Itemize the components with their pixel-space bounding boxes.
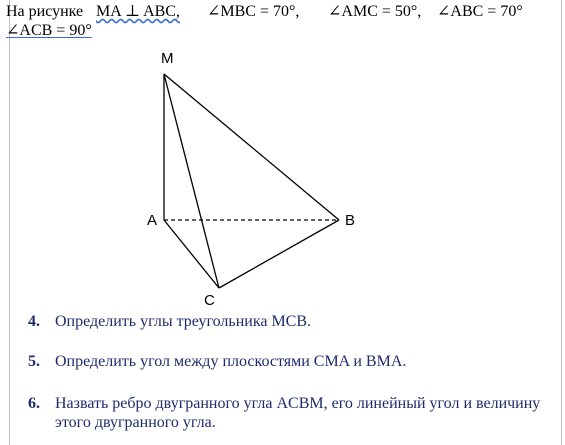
given-ma-perpendicular: MA ⊥ ABC, <box>96 3 180 20</box>
given-prefix: На рисунке <box>6 3 84 20</box>
vertex-label-b: B <box>345 212 356 229</box>
vertex-label-c: C <box>204 292 215 309</box>
task-number: 4. <box>28 313 40 330</box>
task-number: 5. <box>28 353 40 370</box>
task-text: Определить угол между плоскостями CMA и BMA. <box>55 353 407 370</box>
vertex-label-a: A <box>147 212 158 229</box>
given-angle-abc: ∠ABC = 70° <box>437 3 523 20</box>
given-angle-acb: ∠ACB = 90° <box>6 22 92 39</box>
edge-mc <box>164 74 219 288</box>
task-text: Назвать ребро двугранного угла ACBM, его линейный угол и величину этого двугранного угла. <box>55 395 541 431</box>
given-angle-mbc: ∠MBC = 70°, <box>207 3 300 20</box>
task-text: Определить углы треугольника MCB. <box>55 313 312 330</box>
vertex-label-m: M <box>161 50 174 67</box>
edge-cb <box>219 220 339 288</box>
task-number: 6. <box>28 395 40 412</box>
given-angle-amc: ∠AMC = 50°, <box>328 3 422 20</box>
edge-mb <box>164 74 339 220</box>
